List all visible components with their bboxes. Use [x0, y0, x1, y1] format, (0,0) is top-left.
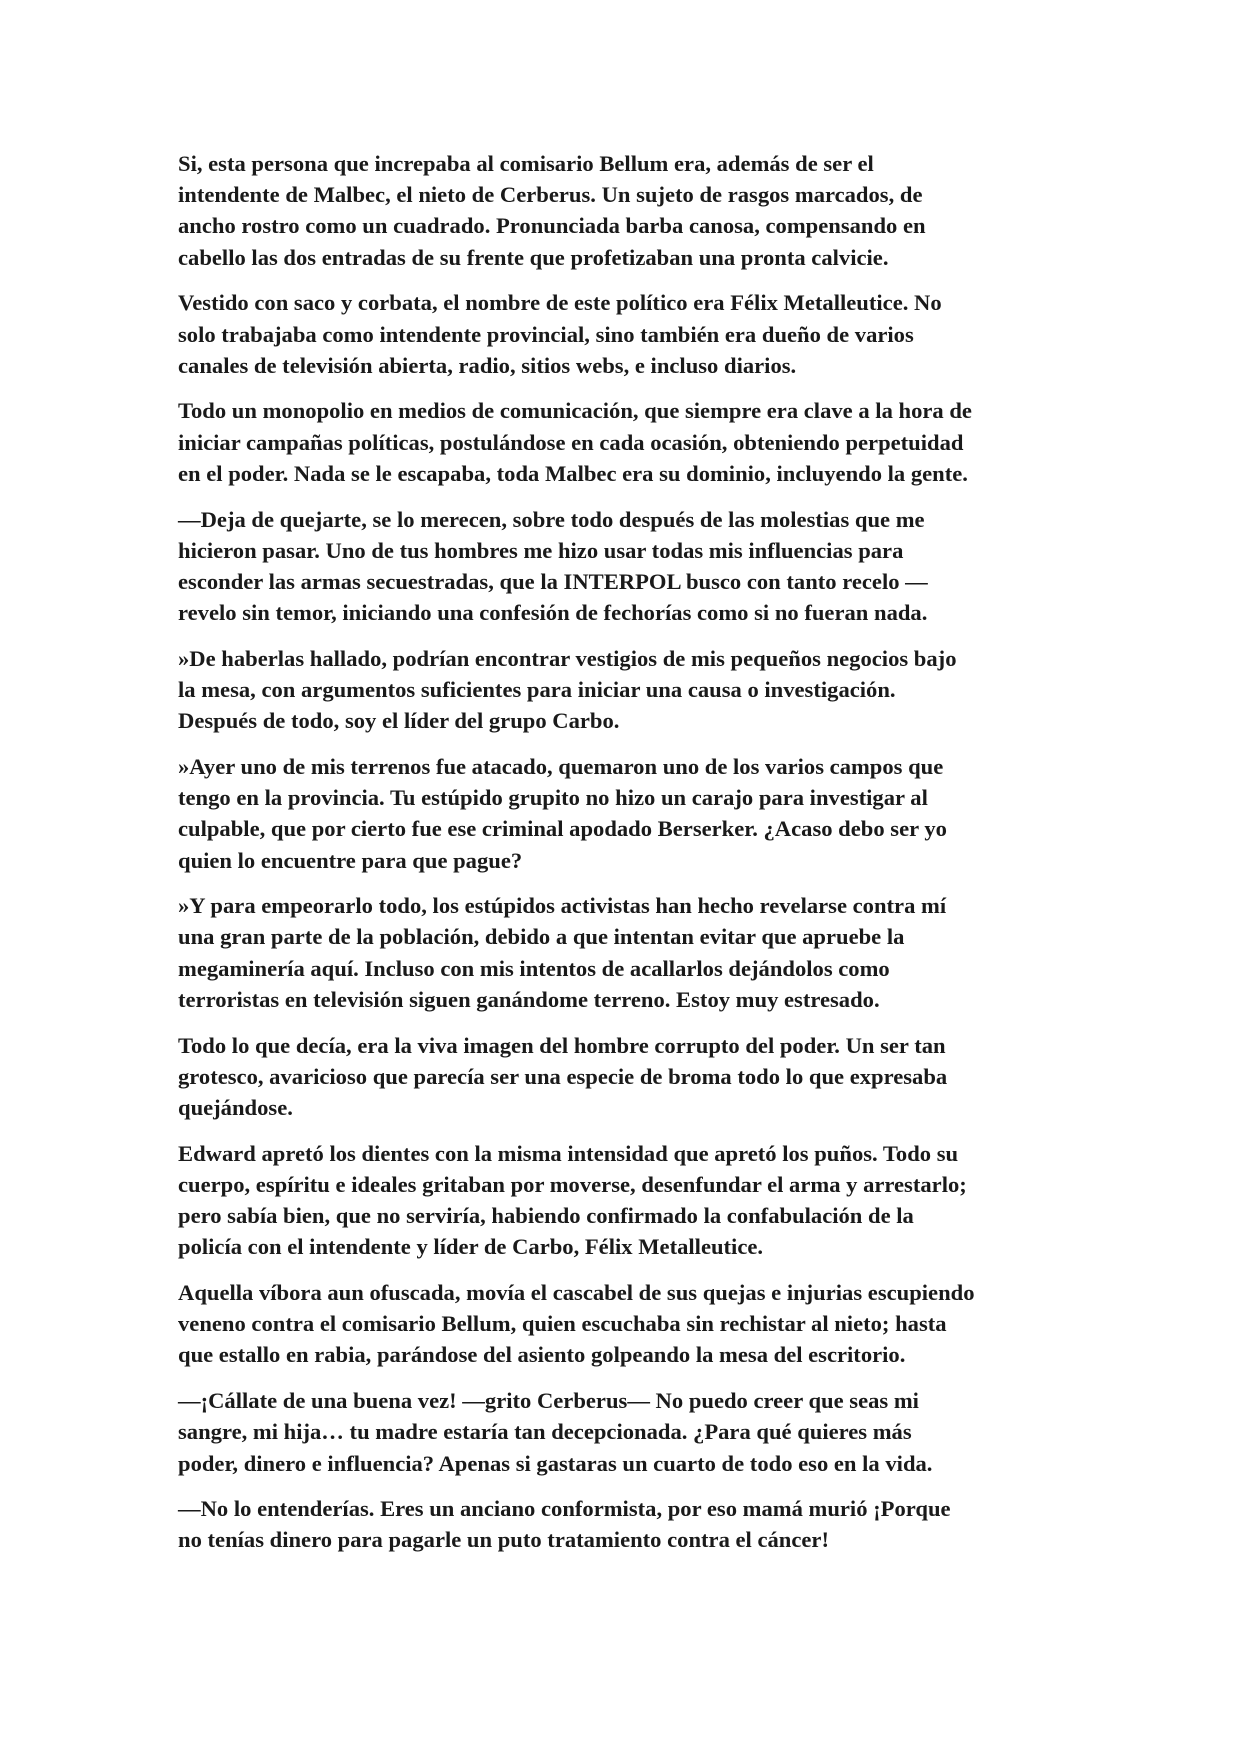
text-line: la mesa, con argumentos suficientes para iniciar una causa o investigación. [178, 677, 896, 703]
text-line: —Deja de quejarte, se lo merecen, sobre todo después de las molestias que me [178, 506, 925, 532]
text-line: megaminería aquí. Incluso con mis intentos de acallarlos dejándolos como [178, 955, 890, 981]
paragraph-4 [178, 504, 1078, 629]
text-line: terroristas en televisión siguen ganándome terreno. Estoy muy estresado. [178, 986, 880, 1012]
paragraph-6 [178, 751, 1078, 876]
text-line: que estallo en rabia, parándose del asiento golpeando la mesa del escritorio. [178, 1342, 906, 1368]
text-line: Todo lo que decía, era la viva imagen del hombre corrupto del poder. Un ser tan [178, 1032, 946, 1058]
text-line: »Y para empeorarlo todo, los estúpidos activistas han hecho revelarse contra mí [178, 893, 947, 919]
text-line: una gran parte de la población, debido a que intentan evitar que apruebe la [178, 924, 905, 950]
text-line: pero sabía bien, que no serviría, habiendo confirmado la confabulación de la [178, 1203, 914, 1229]
text-line: intendente de Malbec, el nieto de Cerberus. Un sujeto de rasgos marcados, de [178, 182, 923, 208]
text-line: Todo un monopolio en medios de comunicación, que siempre era clave a la hora de [178, 398, 972, 424]
text-line: »Ayer uno de mis terrenos fue atacado, quemaron uno de los varios campos que [178, 753, 944, 779]
text-line: iniciar campañas políticas, postulándose en cada ocasión, obteniendo perpetuidad [178, 429, 964, 455]
text-line: esconder las armas secuestradas, que la INTERPOL busco con tanto recelo — [178, 568, 928, 594]
text-line: cabello las dos entradas de su frente que profetizaban una pronta calvicie. [178, 244, 889, 270]
paragraph-3 [178, 395, 1078, 489]
document-page [178, 148, 1078, 1570]
text-line: Si, esta persona que increpaba al comisario Bellum era, además de ser el [178, 151, 874, 176]
paragraph-9 [178, 1138, 1078, 1263]
paragraph-2 [178, 287, 1078, 381]
paragraph-12 [178, 1493, 1078, 1555]
text-line: revelo sin temor, iniciando una confesión de fechorías como si no fueran nada. [178, 600, 928, 626]
paragraph-7 [178, 890, 1078, 1015]
text-line: tengo en la provincia. Tu estúpido grupito no hizo un carajo para investigar al [178, 785, 928, 811]
text-line: poder, dinero e influencia? Apenas si gastaras un cuarto de todo eso en la vida. [178, 1450, 933, 1476]
text-line: quejándose. [178, 1094, 293, 1120]
text-line: cuerpo, espíritu e ideales gritaban por moverse, desenfundar el arma y arrestarlo; [178, 1171, 967, 1197]
text-line: Aquella víbora aun ofuscada, movía el cascabel de sus quejas e injurias escupiendo [178, 1280, 975, 1305]
text-line: »De haberlas hallado, podrían encontrar vestigios de mis pequeños negocios bajo [178, 645, 957, 671]
text-line: veneno contra el comisario Bellum, quien escuchaba sin rechistar al nieto; hasta [178, 1311, 947, 1337]
text-line: grotesco, avaricioso que parecía ser una especie de broma todo lo que expresaba [178, 1063, 948, 1089]
paragraph-11 [178, 1385, 1078, 1479]
paragraph-5 [178, 643, 1078, 737]
text-line: policía con el intendente y líder de Carbo, Félix Metalleutice. [178, 1234, 764, 1260]
text-line: quien lo encuentre para que pague? [178, 847, 523, 873]
text-line: ancho rostro como un cuadrado. Pronunciada barba canosa, compensando en [178, 213, 926, 239]
text-line: —¡Cállate de una buena vez! —grito Cerberus— No puedo creer que seas mi [178, 1388, 919, 1414]
paragraph-10 [178, 1277, 1078, 1371]
text-line: Edward apretó los dientes con la misma intensidad que apretó los puños. Todo su [178, 1140, 959, 1166]
text-line: canales de televisión abierta, radio, sitios webs, e incluso diarios. [178, 352, 797, 378]
text-line: solo trabajaba como intendente provincial, sino también era dueño de varios [178, 321, 914, 347]
paragraph-1 [178, 148, 1078, 273]
text-line: —No lo entenderías. Eres un anciano conformista, por eso mamá murió ¡Porque [178, 1496, 951, 1522]
text-line: no tenías dinero para pagarle un puto tratamiento contra el cáncer! [178, 1527, 829, 1553]
text-line: en el poder. Nada se le escapaba, toda Malbec era su dominio, incluyendo la gente. [178, 460, 968, 486]
paragraph-8 [178, 1030, 1078, 1124]
text-line: Después de todo, soy el líder del grupo Carbo. [178, 708, 620, 734]
text-line: culpable, que por cierto fue ese criminal apodado Berserker. ¿Acaso debo ser yo [178, 816, 947, 842]
text-line: hicieron pasar. Uno de tus hombres me hizo usar todas mis influencias para [178, 537, 904, 563]
text-line: Vestido con saco y corbata, el nombre de este político era Félix Metalleutice. No [178, 290, 942, 316]
text-line: sangre, mi hija… tu madre estaría tan decepcionada. ¿Para qué quieres más [178, 1419, 912, 1445]
